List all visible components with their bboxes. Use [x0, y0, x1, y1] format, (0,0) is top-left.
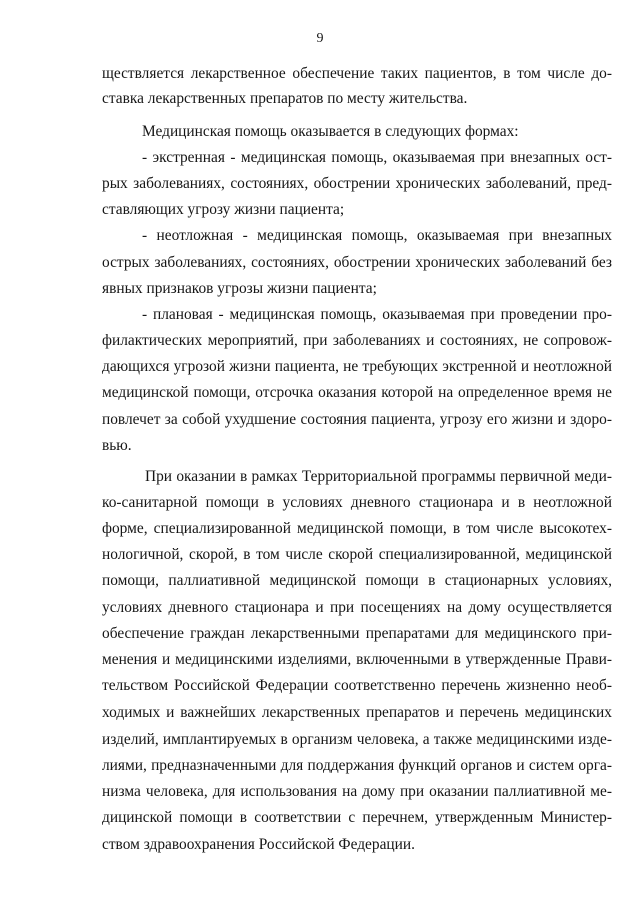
text-line: ством здравоохранения Российской Федерации.: [102, 836, 415, 853]
text-line: явных признаков угрозы жизни пациента;: [102, 280, 377, 297]
text-line: лиями, предназначенными для поддержания функций органов и систем орга-: [102, 757, 612, 774]
text-line: филактических мероприятий, при заболеваниях и состояниях, не сопровож-: [102, 332, 612, 349]
text-line: тельством Российской Федерации соответственно перечень жизненно необ-: [102, 677, 612, 694]
text-line: изделий, имплантируемых в организм человека, а также медицинскими изде-: [102, 731, 612, 748]
text-line: повлечет за собой ухудшение состояния пациента, угрозу его жизни и здоро-: [102, 411, 612, 428]
text-line: дицинской помощи в соответствии с перечнем, утвержденным Министер-: [102, 809, 612, 826]
text-line: медицинской помощи, отсрочка оказания которой на определенное время не: [102, 384, 612, 401]
page-number: 9: [316, 31, 324, 46]
text-line: острых заболеваниях, состояниях, обострении хронических заболеваний без: [102, 254, 612, 271]
text-line: - экстренная - медицинская помощь, оказываемая при внезапных ост-: [142, 149, 612, 166]
text-line: ставляющих угрозу жизни пациента;: [102, 201, 345, 218]
text-line: рых заболеваниях, состояниях, обострении хронических заболеваний, пред-: [102, 175, 612, 192]
text-line: ставка лекарственных препаратов по месту жительства.: [102, 90, 468, 107]
text-line: ко-санитарной помощи в условиях дневного стационара и в неотложной: [102, 494, 612, 511]
text-line: - плановая - медицинская помощь, оказываемая при проведении про-: [142, 306, 612, 323]
text-line: обеспечение граждан лекарственными препаратами для медицинского при-: [102, 625, 612, 642]
text-line: форме, специализированной медицинской помощи, в том числе высокотех-: [102, 520, 612, 537]
text-line: нологичной, скорой, в том числе скорой специализированной, медицинской: [102, 546, 612, 563]
text-line: При оказании в рамках Территориальной программы первичной меди-: [145, 468, 612, 485]
text-line: Медицинская помощь оказывается в следующих формах:: [142, 123, 519, 140]
text-line: - неотложная - медицинская помощь, оказываемая при внезапных: [142, 227, 612, 244]
text-line: дающихся угрозой жизни пациента, не требующих экстренной и неотложной: [102, 358, 612, 375]
text-line: менения и медицинскими изделиями, включенными в утвержденные Прави-: [102, 651, 612, 668]
text-line: ходимых и важнейших лекарственных препаратов и перечень медицинских: [102, 704, 612, 721]
text-line: низма человека, для использования на дому при оказании паллиативной ме-: [102, 783, 612, 800]
text-line: условиях дневного стационара и при посещениях на дому осуществляется: [102, 599, 612, 616]
text-line: ществляется лекарственное обеспечение таких пациентов, в том числе до-: [102, 65, 612, 82]
text-line: помощи, паллиативной медицинской помощи в стационарных условиях,: [102, 572, 612, 589]
text-line: вью.: [102, 437, 132, 454]
